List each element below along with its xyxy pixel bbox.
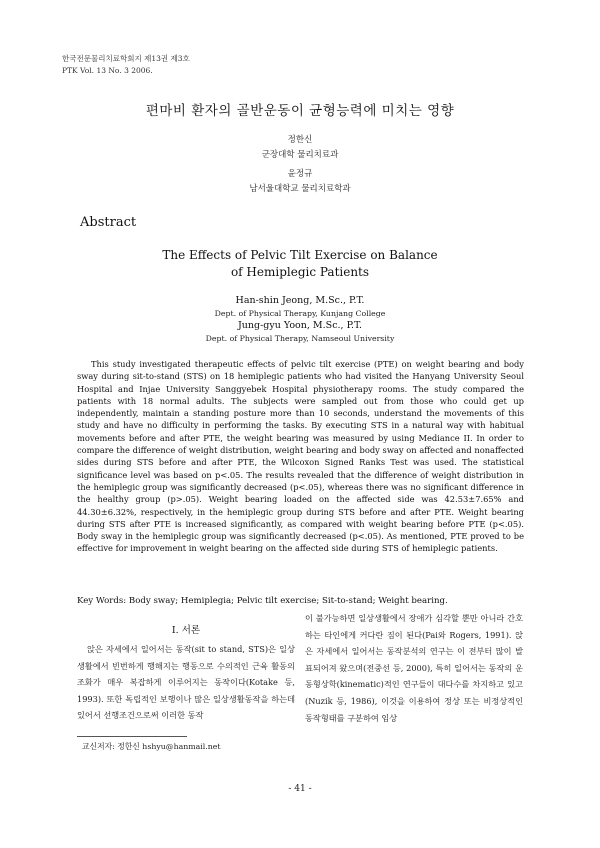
keywords: Key Words: Body sway; Hemiplegia; Pelvic tilt exercise; Sit-to-stand; Weight bearing. (77, 596, 448, 606)
abstract-heading: Abstract (80, 215, 137, 230)
english-author-name: Han-shin Jeong, M.Sc., P.T. (235, 295, 365, 306)
korean-title: 편마비 환자의 골반운동이 균형능력에 미치는 영향 (145, 103, 455, 119)
journal-volume: PTK Vol. 13 No. 3 2006. (62, 66, 153, 75)
abstract-body: This study investigated therapeutic effects of pelvic tilt exercise (PTE) on weight bearing and body sway during sit-to-stand (STS) on 18 hemiplegic patients who had visited the Hanyang University Seoul Hospital and Injae University Sanggyebek Hospital physiotherapy rooms. The study compared the patients with 18 normal adults. The subjects were sampled out from those who could get up independently, maintain a standing posture more than 10 seconds, understand the movements of this study and have no difficulty in performing the tasks. By executing STS in a natural way with habitual movements before and after PTE, the weight bearing was measured by using Mediance II. In order to compare the difference of weight distribution, weight bearing and body sway on affected and nonaffected sides during STS before and after PTE, the Wilcoxon Signed Ranks Test was used. The statistical significance level was based on p<.05. The results revealed that the difference of weight distribution in the hemiplegic group was significantly decreased (p<.05), whereas there was no significant difference in the healthy group (p>.05). Weight bearing loaded on the affected side was 42.53±7.65% and 44.30±6.32%, respectively, in the hemiplegic group during STS before and after PTE. Weight bearing during STS after PTE is increased significantly, as compared with weight bearing before PTE (p<.05). Body sway in the hemiplegic group was significantly decreased (p<.05). As mentioned, PTE proved to be effective for improvement in weight bearing on the affected side during STS of hemiplegic patients. (77, 359, 524, 554)
journal-header (62, 53, 190, 77)
journal-name: 한국전문물리치료학회지 제13권 제3호 (62, 54, 190, 63)
english-author-affiliation: Dept. of Physical Therapy, Namseoul University (205, 334, 395, 343)
korean-author-name: 정한신 (287, 135, 313, 145)
korean-author-affiliation: 군장대학 물리치료과 (261, 150, 339, 160)
body-column-left: 앉은 자세에서 일어서는 동작(sit to stand, STS)은 일상생활에서 빈번하게 행해지는 행동으로 수의적인 근육 활동의 조화가 매우 복잡하게 이루어지는 동작이다(Kotake 등, 1993). 또한 독립적인 보행이나 많은 일상생활동작을 하는데 있어서 선행조건으로써 이러한 동작 (77, 644, 295, 721)
korean-author-affiliation: 남서울대학교 물리치료학과 (249, 184, 351, 194)
section-heading: Ⅰ. 서론 (171, 625, 201, 636)
english-title (0, 247, 600, 281)
corresponding-author-footnote: 교신저자: 정한신 hshyu@hanmail.net (82, 742, 221, 751)
english-author-name: Jung-gyu Yoon, M.Sc., P.T. (237, 320, 363, 331)
korean-author-name: 윤정규 (287, 169, 313, 179)
page-number: - 41 - (288, 784, 312, 794)
english-title-line: of Hemiplegic Patients (230, 265, 370, 279)
english-author-affiliation: Dept. of Physical Therapy, Kunjang College (214, 309, 386, 318)
footnote-divider (77, 736, 187, 737)
body-column-right: 이 불가능하면 일상생활에서 장애가 심각할 뿐만 아니라 간호하는 타인에게 커다란 짐이 된다(Pai와 Rogers, 1991). 앉은 자세에서 일어서는 동작분석의 연구는 이 전부터 많이 발표되어져 왔으며(전중선 등, 2000), 특히 일어서는 동작의 운동형상학(kinematic)적인 연구들이 대다수를 차지하고 있고(Nuzik 등, 1986), 이것을 이용하여 정상 또는 비정상적인 동작형태를 구분하여 임상 (305, 613, 523, 723)
english-title-line: The Effects of Pelvic Tilt Exercise on Balance (162, 248, 438, 262)
